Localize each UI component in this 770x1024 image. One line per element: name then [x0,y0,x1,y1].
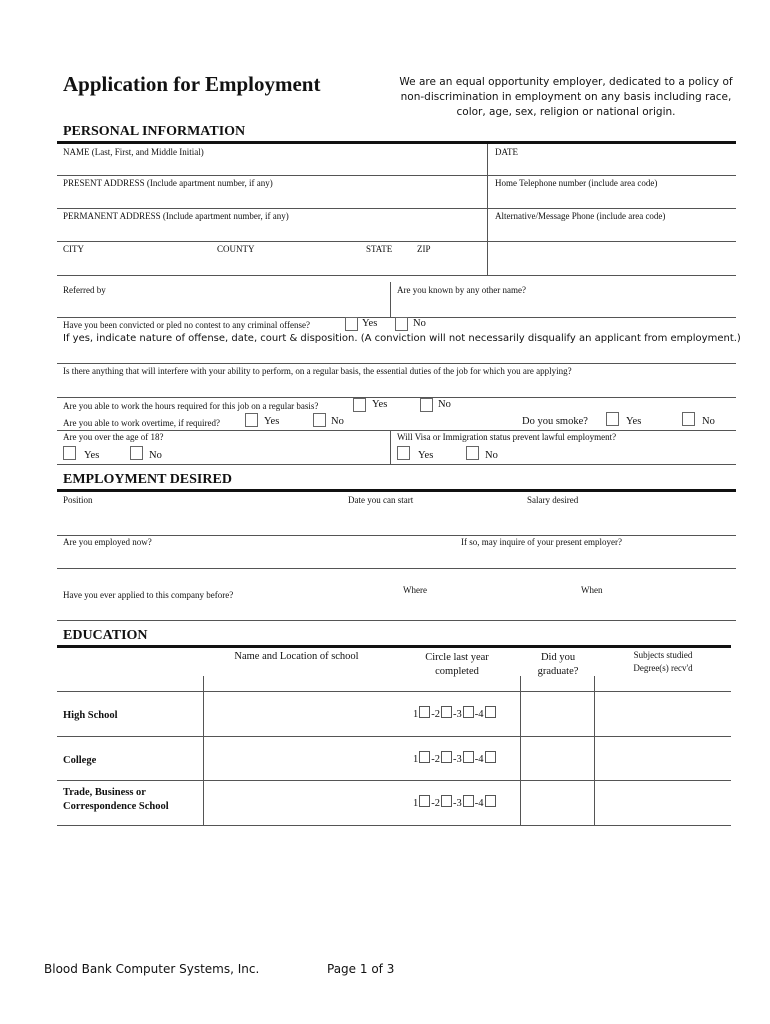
employment-heading-rule [57,489,736,492]
footer-company: Blood Bank Computer Systems, Inc. [44,962,260,976]
inquire-label: If so, may inquire of your present employer? [461,537,622,547]
smoke-label: Do you smoke? [522,416,588,427]
visa-no-label: No [485,450,498,461]
eeo-line-3: color, age, sex, religion or national origin. [456,106,676,118]
age-divider [390,430,391,464]
county-label: COUNTY [217,244,255,254]
year-4: -4 [474,709,484,720]
year-box [441,706,452,718]
age-rule [57,464,736,465]
year-2: -2 [431,754,440,765]
year-box [441,795,452,807]
where-label: Where [403,585,427,595]
year-box [463,751,474,763]
visa-yes-label: Yes [418,450,434,461]
year-3: -3 [453,709,462,720]
visa-label: Will Visa or Immigration status prevent lawful employment? [397,432,617,442]
year-box [419,795,430,807]
other-name-label: Are you known by any other name? [397,285,526,295]
year-2: -2 [431,798,440,809]
col-grad-header [522,651,594,679]
overtime-no-label: No [331,416,344,427]
col-subjects-line-1: Subjects studied [633,650,693,660]
visa-yes-checkbox[interactable] [397,446,410,460]
age-yes-label: Yes [84,450,100,461]
edu-row-high-school-label: High School [63,710,118,721]
personal-heading-rule [57,141,736,144]
when-label: When [581,585,603,595]
year-3: -3 [453,798,462,809]
year-1: 1 [413,754,419,765]
year-box [485,795,496,807]
convicted-no-checkbox[interactable] [395,317,408,331]
page-title: Application for Employment [63,72,321,96]
edu-col-line-2 [520,676,521,825]
employment-heading: EMPLOYMENT DESIRED [63,472,232,487]
convicted-label: Have you been convicted or pled no contest to any criminal offense? [63,320,310,330]
edu-row-trade-years[interactable] [413,795,497,809]
referred-divider [390,282,391,317]
year-box [419,751,430,763]
permanent-address-rule [57,241,736,242]
year-3: -3 [453,754,462,765]
year-box [419,706,430,718]
personal-heading: PERSONAL INFORMATION [63,124,246,139]
age-yes-checkbox[interactable] [63,446,76,460]
eeo-line-1: We are an equal opportunity employer, dedicated to a policy of [399,76,733,88]
edu-row-college-years[interactable] [413,751,497,765]
year-box [441,751,452,763]
applied-rule [57,620,736,621]
edu-row-trade-line-2: Correspondence School [63,801,169,812]
salary-label: Salary desired [527,495,579,505]
col-grad-line-2: graduate? [537,666,579,677]
edu-col-line-3 [594,676,595,825]
year-2: -2 [431,709,440,720]
convicted-yes-label: Yes [362,318,378,329]
smoke-no-label: No [702,416,715,427]
smoke-yes-label: Yes [626,416,642,427]
edu-row-rule-3 [57,825,731,826]
smoke-yes-checkbox[interactable] [606,412,619,426]
year-box [463,706,474,718]
year-4: -4 [474,798,484,809]
age-no-checkbox[interactable] [130,446,143,460]
age-label: Are you over the age of 18? [63,432,164,442]
edu-row-rule-2 [57,780,731,781]
convicted-yes-checkbox[interactable] [345,317,358,331]
zip-label: ZIP [417,244,431,254]
overtime-yes-checkbox[interactable] [245,413,258,427]
year-4: -4 [474,754,484,765]
interfere-label: Is there anything that will interfere with your ability to perform, on a regular basis, the essential duties of the job for which you are applying? [63,366,572,376]
year-box [485,706,496,718]
position-rule [57,535,736,536]
home-phone-label: Home Telephone number (include area code) [495,178,658,188]
start-date-label: Date you can start [348,495,414,505]
age-no-label: No [149,450,162,461]
present-address-rule [57,208,736,209]
state-label: STATE [366,244,393,254]
eeo-statement [398,75,734,120]
overtime-no-checkbox[interactable] [313,413,326,427]
overtime-yes-label: Yes [264,416,280,427]
hours-yes-checkbox[interactable] [353,398,366,412]
col-year-line-2: completed [435,666,479,677]
overtime-label: Are you able to work overtime, if required? [63,418,220,428]
edu-row-college-label: College [63,755,97,766]
smoke-no-checkbox[interactable] [682,412,695,426]
alt-phone-label: Alternative/Message Phone (include area code) [495,211,666,221]
col-year-header [402,651,512,679]
footer-page-number: Page 1 of 3 [327,962,395,976]
right-column-divider [487,144,488,275]
convicted-rule [57,363,736,364]
referred-label: Referred by [63,285,106,295]
city-rule [57,275,736,276]
year-1: 1 [413,709,419,720]
date-label: DATE [495,147,518,157]
hours-yes-label: Yes [372,399,388,410]
present-address-label: PRESENT ADDRESS (Include apartment number, if any) [63,178,273,188]
education-heading: EDUCATION [63,628,148,643]
name-label: NAME (Last, First, and Middle Initial) [63,147,204,157]
year-box [485,751,496,763]
employed-rule [57,568,736,569]
col-grad-line-1: Did you [540,652,576,663]
edu-row-trade-line-1: Trade, Business or [63,787,146,798]
year-box [463,795,474,807]
hours-label: Are you able to work the hours required for this job on a regular basis? [63,401,319,411]
hours-no-checkbox[interactable] [420,398,433,412]
eeo-line-2: non-discrimination in employment on any basis including race, [400,91,732,103]
employed-now-label: Are you employed now? [63,537,152,547]
edu-row-trade-label [63,786,169,814]
hours-no-label: No [438,399,451,410]
col-school-header: Name and Location of school [234,651,359,662]
overtime-rule [57,430,736,431]
city-label: CITY [63,244,84,254]
convicted-no-label: No [413,318,426,329]
permanent-address-label: PERMANENT ADDRESS (Include apartment number, if any) [63,211,289,221]
col-subjects-line-2: Degree(s) recv'd [633,663,693,673]
col-subjects-header [595,649,731,675]
edu-col-line-1 [203,676,204,825]
education-heading-rule [57,645,731,648]
year-1: 1 [413,798,419,809]
edu-row-high-school-years[interactable] [413,706,497,720]
name-row-rule [57,175,736,176]
edu-header-rule [57,691,731,692]
visa-no-checkbox[interactable] [466,446,479,460]
interfere-rule [57,397,736,398]
applied-before-label: Have you ever applied to this company before? [63,590,234,600]
edu-row-rule-1 [57,736,731,737]
col-year-line-1: Circle last year [425,652,489,663]
convicted-note: If yes, indicate nature of offense, date, court & disposition. (A conviction will not necessarily disqualify an applicant from employment.) [63,333,741,344]
position-label: Position [63,495,93,505]
